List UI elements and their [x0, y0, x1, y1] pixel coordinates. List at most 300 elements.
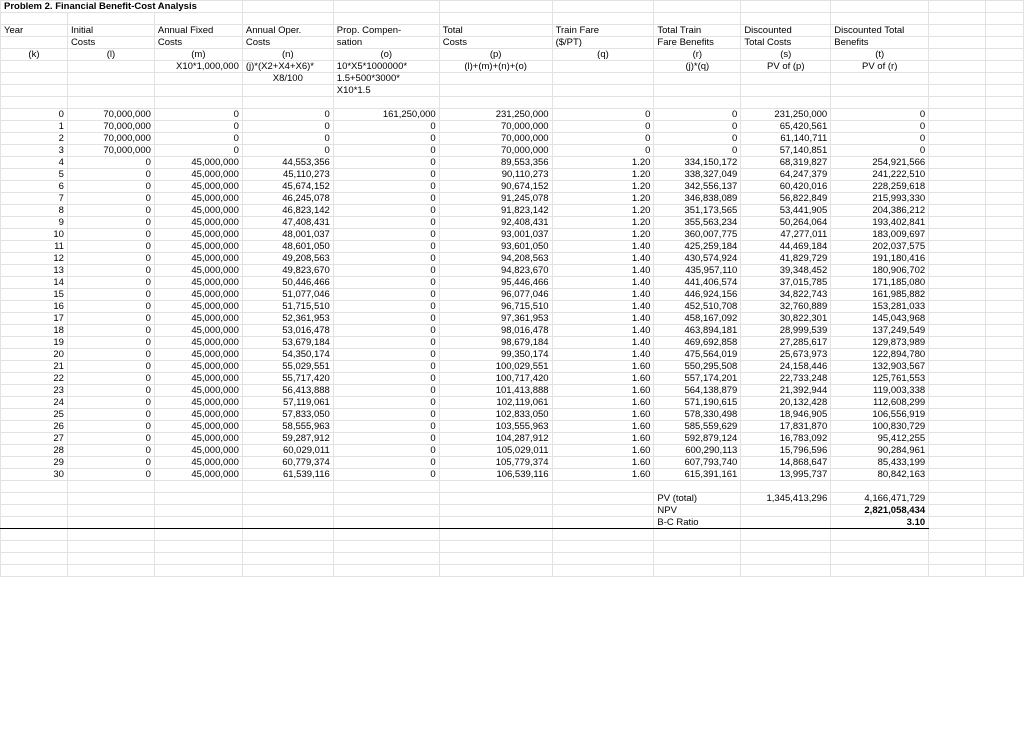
cell-k[interactable]: 25 — [1, 409, 68, 421]
cell-l[interactable]: 0 — [67, 289, 154, 301]
cell-s[interactable]: 60,420,016 — [741, 181, 831, 193]
cell-k[interactable]: 4 — [1, 157, 68, 169]
cell-q[interactable]: 1.60 — [552, 421, 654, 433]
cell-o[interactable]: 0 — [333, 469, 439, 481]
cell-l[interactable]: 70,000,000 — [67, 109, 154, 121]
empty-cell[interactable] — [986, 265, 1024, 277]
letter-l[interactable]: (l) — [67, 49, 154, 61]
cell-n[interactable]: 46,245,078 — [242, 193, 333, 205]
cell-q[interactable]: 1.40 — [552, 277, 654, 289]
cell-p[interactable]: 103,555,963 — [439, 421, 552, 433]
formula-t[interactable]: PV of (r) — [831, 61, 929, 73]
letter-p[interactable]: (p) — [439, 49, 552, 61]
header-tfb-sub[interactable]: Fare Benefits — [654, 37, 741, 49]
cell-o[interactable]: 0 — [333, 229, 439, 241]
cell-r[interactable]: 592,879,124 — [654, 433, 741, 445]
cell-o[interactable]: 0 — [333, 361, 439, 373]
cell-p[interactable]: 91,245,078 — [439, 193, 552, 205]
cell-r[interactable]: 452,510,708 — [654, 301, 741, 313]
cell-o[interactable]: 0 — [333, 457, 439, 469]
cell-s[interactable]: 44,469,184 — [741, 241, 831, 253]
cell-l[interactable]: 0 — [67, 193, 154, 205]
cell-p[interactable]: 99,350,174 — [439, 349, 552, 361]
letter-m[interactable]: (m) — [154, 49, 242, 61]
cell-s[interactable]: 22,733,248 — [741, 373, 831, 385]
empty-cell[interactable] — [986, 469, 1024, 481]
cell-o[interactable]: 0 — [333, 217, 439, 229]
empty-cell[interactable] — [929, 373, 986, 385]
cell-l[interactable]: 0 — [67, 457, 154, 469]
cell-q[interactable]: 1.60 — [552, 433, 654, 445]
header-fare-sub[interactable]: ($/PT) — [552, 37, 654, 49]
cell-l[interactable]: 70,000,000 — [67, 145, 154, 157]
cell-m[interactable]: 45,000,000 — [154, 349, 242, 361]
cell-n[interactable]: 60,029,011 — [242, 445, 333, 457]
cell-m[interactable]: 45,000,000 — [154, 169, 242, 181]
cell-t[interactable]: 80,842,163 — [831, 469, 929, 481]
cell-r[interactable]: 585,559,629 — [654, 421, 741, 433]
cell-n[interactable]: 46,823,142 — [242, 205, 333, 217]
cell-n[interactable]: 54,350,174 — [242, 349, 333, 361]
cell-q[interactable]: 1.20 — [552, 157, 654, 169]
cell-n[interactable]: 53,679,184 — [242, 337, 333, 349]
cell-l[interactable]: 70,000,000 — [67, 121, 154, 133]
cell-s[interactable]: 61,140,711 — [741, 133, 831, 145]
cell-l[interactable]: 0 — [67, 325, 154, 337]
cell-q[interactable]: 1.40 — [552, 253, 654, 265]
letter-k[interactable]: (k) — [1, 49, 68, 61]
cell-k[interactable]: 3 — [1, 145, 68, 157]
cell-k[interactable]: 11 — [1, 241, 68, 253]
empty-cell[interactable] — [929, 421, 986, 433]
cell-o[interactable]: 0 — [333, 397, 439, 409]
cell-q[interactable]: 1.20 — [552, 181, 654, 193]
cell-o[interactable]: 0 — [333, 349, 439, 361]
cell-n[interactable]: 52,361,953 — [242, 313, 333, 325]
header-dtc-sub[interactable]: Total Costs — [741, 37, 831, 49]
empty-cell[interactable] — [986, 421, 1024, 433]
cell-m[interactable]: 45,000,000 — [154, 205, 242, 217]
cell-s[interactable]: 41,829,729 — [741, 253, 831, 265]
cell-r[interactable]: 351,173,565 — [654, 205, 741, 217]
cell-k[interactable]: 21 — [1, 361, 68, 373]
cell-o[interactable]: 0 — [333, 445, 439, 457]
cell-o[interactable]: 0 — [333, 133, 439, 145]
empty-cell[interactable] — [986, 229, 1024, 241]
cell-s[interactable]: 65,420,561 — [741, 121, 831, 133]
cell-t[interactable]: 193,402,841 — [831, 217, 929, 229]
cell-o[interactable]: 0 — [333, 337, 439, 349]
cell-t[interactable]: 183,009,697 — [831, 229, 929, 241]
cell-o[interactable]: 0 — [333, 253, 439, 265]
cell-p[interactable]: 104,287,912 — [439, 433, 552, 445]
cell-o[interactable]: 0 — [333, 157, 439, 169]
cell-l[interactable]: 0 — [67, 337, 154, 349]
cell-t[interactable]: 215,993,330 — [831, 193, 929, 205]
cell-q[interactable]: 1.60 — [552, 445, 654, 457]
empty-cell[interactable] — [986, 193, 1024, 205]
empty-cell[interactable] — [929, 385, 986, 397]
cell-t[interactable]: 132,903,567 — [831, 361, 929, 373]
npv-label[interactable]: NPV — [654, 505, 741, 517]
cell-m[interactable]: 45,000,000 — [154, 313, 242, 325]
cell-n[interactable]: 45,110,273 — [242, 169, 333, 181]
empty-cell[interactable] — [986, 217, 1024, 229]
cell-q[interactable]: 1.40 — [552, 337, 654, 349]
cell-n[interactable]: 49,208,563 — [242, 253, 333, 265]
header-total-sub[interactable]: Costs — [439, 37, 552, 49]
cell-o[interactable]: 0 — [333, 193, 439, 205]
cell-r[interactable]: 360,007,775 — [654, 229, 741, 241]
cell-s[interactable]: 24,158,446 — [741, 361, 831, 373]
cell-l[interactable]: 0 — [67, 277, 154, 289]
header-comp[interactable]: Prop. Compen- — [333, 25, 439, 37]
cell-m[interactable]: 45,000,000 — [154, 301, 242, 313]
cell-r[interactable]: 0 — [654, 121, 741, 133]
header-oper[interactable]: Annual Oper. — [242, 25, 333, 37]
cell-q[interactable]: 0 — [552, 121, 654, 133]
cell-o[interactable]: 0 — [333, 289, 439, 301]
cell-m[interactable]: 45,000,000 — [154, 181, 242, 193]
empty-cell[interactable] — [986, 457, 1024, 469]
cell-s[interactable]: 17,831,870 — [741, 421, 831, 433]
cell-p[interactable]: 93,601,050 — [439, 241, 552, 253]
cell-r[interactable]: 435,957,110 — [654, 265, 741, 277]
cell-p[interactable]: 96,715,510 — [439, 301, 552, 313]
header-comp-sub[interactable]: sation — [333, 37, 439, 49]
cell-l[interactable]: 0 — [67, 385, 154, 397]
cell-l[interactable]: 0 — [67, 253, 154, 265]
cell-t[interactable]: 129,873,989 — [831, 337, 929, 349]
cell-r[interactable]: 0 — [654, 145, 741, 157]
cell-l[interactable]: 0 — [67, 433, 154, 445]
cell-k[interactable]: 26 — [1, 421, 68, 433]
cell-t[interactable]: 90,284,961 — [831, 445, 929, 457]
cell-p[interactable]: 89,553,356 — [439, 157, 552, 169]
cell-p[interactable]: 231,250,000 — [439, 109, 552, 121]
empty-cell[interactable] — [986, 205, 1024, 217]
cell-l[interactable]: 0 — [67, 229, 154, 241]
cell-s[interactable]: 53,441,905 — [741, 205, 831, 217]
cell-q[interactable]: 1.20 — [552, 217, 654, 229]
cell-m[interactable]: 45,000,000 — [154, 373, 242, 385]
empty-cell[interactable] — [986, 289, 1024, 301]
empty-cell[interactable] — [929, 217, 986, 229]
empty-cell[interactable] — [986, 445, 1024, 457]
cell-p[interactable]: 106,539,116 — [439, 469, 552, 481]
cell-t[interactable]: 145,043,968 — [831, 313, 929, 325]
cell-r[interactable]: 0 — [654, 133, 741, 145]
cell-n[interactable]: 48,601,050 — [242, 241, 333, 253]
cell-l[interactable]: 0 — [67, 301, 154, 313]
cell-q[interactable]: 1.20 — [552, 169, 654, 181]
cell-m[interactable]: 45,000,000 — [154, 421, 242, 433]
cell-n[interactable]: 56,413,888 — [242, 385, 333, 397]
cell-q[interactable]: 1.60 — [552, 385, 654, 397]
npv-value[interactable]: 2,821,058,434 — [831, 505, 929, 517]
header-fare[interactable]: Train Fare — [552, 25, 654, 37]
cell-q[interactable]: 0 — [552, 133, 654, 145]
empty-cell[interactable] — [986, 169, 1024, 181]
cell-s[interactable]: 13,995,737 — [741, 469, 831, 481]
cell-p[interactable]: 70,000,000 — [439, 133, 552, 145]
cell-o[interactable]: 0 — [333, 325, 439, 337]
formula-n-line1[interactable]: (j)*(X2+X4+X6)* — [242, 61, 333, 73]
cell-p[interactable]: 105,029,011 — [439, 445, 552, 457]
empty-cell[interactable] — [929, 433, 986, 445]
cell-m[interactable]: 45,000,000 — [154, 469, 242, 481]
empty-cell[interactable] — [929, 145, 986, 157]
cell-p[interactable]: 91,823,142 — [439, 205, 552, 217]
cell-o[interactable]: 0 — [333, 181, 439, 193]
cell-r[interactable]: 607,793,740 — [654, 457, 741, 469]
cell-p[interactable]: 97,361,953 — [439, 313, 552, 325]
bc-ratio-value[interactable]: 3.10 — [831, 517, 929, 529]
cell-n[interactable]: 47,408,431 — [242, 217, 333, 229]
cell-n[interactable]: 48,001,037 — [242, 229, 333, 241]
empty-cell[interactable] — [986, 301, 1024, 313]
cell-m[interactable]: 45,000,000 — [154, 193, 242, 205]
cell-o[interactable]: 0 — [333, 409, 439, 421]
cell-t[interactable]: 153,281,033 — [831, 301, 929, 313]
cell-r[interactable]: 550,295,508 — [654, 361, 741, 373]
cell-o[interactable]: 0 — [333, 421, 439, 433]
cell-t[interactable]: 161,985,882 — [831, 289, 929, 301]
empty-cell[interactable] — [929, 445, 986, 457]
cell-q[interactable]: 0 — [552, 145, 654, 157]
cell-q[interactable]: 1.40 — [552, 313, 654, 325]
cell-m[interactable]: 45,000,000 — [154, 361, 242, 373]
cell-q[interactable]: 1.40 — [552, 301, 654, 313]
empty-cell[interactable] — [986, 121, 1024, 133]
cell-t[interactable]: 202,037,575 — [831, 241, 929, 253]
header-fixed-sub[interactable]: Costs — [154, 37, 242, 49]
cell-t[interactable]: 241,222,510 — [831, 169, 929, 181]
cell-q[interactable]: 1.40 — [552, 325, 654, 337]
cell-q[interactable]: 1.60 — [552, 457, 654, 469]
empty-cell[interactable] — [986, 349, 1024, 361]
letter-q[interactable]: (q) — [552, 49, 654, 61]
cell-t[interactable]: 254,921,566 — [831, 157, 929, 169]
pv-total-costs[interactable]: 1,345,413,296 — [741, 493, 831, 505]
cell-k[interactable]: 20 — [1, 349, 68, 361]
cell-r[interactable]: 571,190,615 — [654, 397, 741, 409]
cell-n[interactable]: 51,715,510 — [242, 301, 333, 313]
letter-o[interactable]: (o) — [333, 49, 439, 61]
cell-t[interactable]: 106,556,919 — [831, 409, 929, 421]
cell-r[interactable]: 0 — [654, 109, 741, 121]
cell-t[interactable]: 122,894,780 — [831, 349, 929, 361]
empty-cell[interactable] — [986, 433, 1024, 445]
cell-s[interactable]: 57,140,851 — [741, 145, 831, 157]
cell-n[interactable]: 55,029,551 — [242, 361, 333, 373]
cell-k[interactable]: 18 — [1, 325, 68, 337]
empty-cell[interactable] — [929, 325, 986, 337]
cell-r[interactable]: 430,574,924 — [654, 253, 741, 265]
cell-o[interactable]: 0 — [333, 433, 439, 445]
cell-r[interactable]: 425,259,184 — [654, 241, 741, 253]
cell-t[interactable]: 0 — [831, 133, 929, 145]
cell-m[interactable]: 45,000,000 — [154, 265, 242, 277]
cell-l[interactable]: 0 — [67, 169, 154, 181]
empty-cell[interactable] — [986, 397, 1024, 409]
cell-p[interactable]: 94,208,563 — [439, 253, 552, 265]
cell-k[interactable]: 28 — [1, 445, 68, 457]
cell-m[interactable]: 0 — [154, 145, 242, 157]
cell-m[interactable]: 45,000,000 — [154, 337, 242, 349]
letter-s[interactable]: (s) — [741, 49, 831, 61]
cell-k[interactable]: 16 — [1, 301, 68, 313]
header-oper-sub[interactable]: Costs — [242, 37, 333, 49]
cell-q[interactable]: 1.40 — [552, 265, 654, 277]
cell-k[interactable]: 10 — [1, 229, 68, 241]
cell-q[interactable]: 1.60 — [552, 373, 654, 385]
cell-t[interactable]: 85,433,199 — [831, 457, 929, 469]
cell-s[interactable]: 15,796,596 — [741, 445, 831, 457]
bc-ratio-label[interactable]: B-C Ratio — [654, 517, 741, 529]
cell-k[interactable]: 1 — [1, 121, 68, 133]
formula-r[interactable]: (j)*(q) — [654, 61, 741, 73]
cell-n[interactable]: 60,779,374 — [242, 457, 333, 469]
cell-l[interactable]: 0 — [67, 421, 154, 433]
cell-p[interactable]: 70,000,000 — [439, 145, 552, 157]
cell-n[interactable]: 59,287,912 — [242, 433, 333, 445]
formula-o-line1[interactable]: 10*X5*1000000* — [333, 61, 439, 73]
empty-cell[interactable] — [986, 373, 1024, 385]
cell-n[interactable]: 0 — [242, 133, 333, 145]
cell-l[interactable]: 0 — [67, 349, 154, 361]
cell-k[interactable]: 14 — [1, 277, 68, 289]
cell-t[interactable]: 125,761,553 — [831, 373, 929, 385]
empty-cell[interactable] — [929, 397, 986, 409]
cell-q[interactable]: 1.60 — [552, 469, 654, 481]
cell-s[interactable]: 56,822,849 — [741, 193, 831, 205]
cell-k[interactable]: 19 — [1, 337, 68, 349]
cell-t[interactable]: 112,608,299 — [831, 397, 929, 409]
cell-l[interactable]: 0 — [67, 409, 154, 421]
cell-k[interactable]: 15 — [1, 289, 68, 301]
cell-n[interactable]: 44,553,356 — [242, 157, 333, 169]
header-year[interactable]: Year — [1, 25, 68, 37]
cell-n[interactable]: 57,833,050 — [242, 409, 333, 421]
cell-s[interactable]: 20,132,428 — [741, 397, 831, 409]
cell-p[interactable]: 93,001,037 — [439, 229, 552, 241]
cell-m[interactable]: 45,000,000 — [154, 457, 242, 469]
cell-r[interactable]: 564,138,879 — [654, 385, 741, 397]
cell-k[interactable]: 29 — [1, 457, 68, 469]
cell-l[interactable]: 0 — [67, 445, 154, 457]
cell-k[interactable]: 30 — [1, 469, 68, 481]
cell-q[interactable]: 1.60 — [552, 409, 654, 421]
cell-t[interactable]: 0 — [831, 109, 929, 121]
empty-cell[interactable] — [986, 337, 1024, 349]
cell-p[interactable]: 100,029,551 — [439, 361, 552, 373]
cell-n[interactable]: 61,539,116 — [242, 469, 333, 481]
cell-n[interactable]: 58,555,963 — [242, 421, 333, 433]
cell-t[interactable]: 95,412,255 — [831, 433, 929, 445]
letter-r[interactable]: (r) — [654, 49, 741, 61]
empty-cell[interactable] — [929, 169, 986, 181]
cell-q[interactable]: 1.40 — [552, 241, 654, 253]
cell-m[interactable]: 45,000,000 — [154, 229, 242, 241]
cell-r[interactable]: 338,327,049 — [654, 169, 741, 181]
cell-l[interactable]: 0 — [67, 265, 154, 277]
cell-k[interactable]: 22 — [1, 373, 68, 385]
cell-k[interactable]: 23 — [1, 385, 68, 397]
cell-p[interactable]: 90,110,273 — [439, 169, 552, 181]
cell-n[interactable]: 0 — [242, 145, 333, 157]
header-dtb-sub[interactable]: Benefits — [831, 37, 929, 49]
empty-cell[interactable] — [986, 241, 1024, 253]
cell-m[interactable]: 45,000,000 — [154, 385, 242, 397]
cell-p[interactable]: 98,016,478 — [439, 325, 552, 337]
cell-n[interactable]: 53,016,478 — [242, 325, 333, 337]
empty-cell[interactable] — [986, 325, 1024, 337]
cell-p[interactable]: 90,674,152 — [439, 181, 552, 193]
empty-cell[interactable] — [929, 157, 986, 169]
empty-cell[interactable] — [929, 277, 986, 289]
cell-k[interactable]: 5 — [1, 169, 68, 181]
cell-n[interactable]: 49,823,670 — [242, 265, 333, 277]
cell-l[interactable]: 0 — [67, 241, 154, 253]
cell-r[interactable]: 600,290,113 — [654, 445, 741, 457]
cell-k[interactable]: 12 — [1, 253, 68, 265]
empty-cell[interactable] — [986, 109, 1024, 121]
cell-q[interactable]: 0 — [552, 109, 654, 121]
cell-m[interactable]: 45,000,000 — [154, 409, 242, 421]
cell-l[interactable]: 0 — [67, 313, 154, 325]
formula-o-line2[interactable]: 1.5+500*3000* — [333, 73, 439, 85]
empty-cell[interactable] — [986, 361, 1024, 373]
cell-r[interactable]: 475,564,019 — [654, 349, 741, 361]
formula-n-line2[interactable]: X8/100 — [242, 73, 333, 85]
empty-cell[interactable] — [986, 145, 1024, 157]
empty-cell[interactable] — [929, 265, 986, 277]
header-total[interactable]: Total — [439, 25, 552, 37]
cell-o[interactable]: 0 — [333, 145, 439, 157]
cell-p[interactable]: 102,833,050 — [439, 409, 552, 421]
cell-t[interactable]: 171,185,080 — [831, 277, 929, 289]
cell-l[interactable]: 0 — [67, 157, 154, 169]
cell-r[interactable]: 334,150,172 — [654, 157, 741, 169]
cell-t[interactable]: 0 — [831, 121, 929, 133]
cell-o[interactable]: 0 — [333, 385, 439, 397]
letter-t[interactable]: (t) — [831, 49, 929, 61]
empty-cell[interactable] — [929, 337, 986, 349]
cell-p[interactable]: 102,119,061 — [439, 397, 552, 409]
cell-t[interactable]: 119,003,338 — [831, 385, 929, 397]
cell-n[interactable]: 50,446,466 — [242, 277, 333, 289]
cell-o[interactable]: 0 — [333, 277, 439, 289]
cell-k[interactable]: 13 — [1, 265, 68, 277]
cell-p[interactable]: 94,823,670 — [439, 265, 552, 277]
cell-m[interactable]: 45,000,000 — [154, 277, 242, 289]
empty-cell[interactable] — [929, 205, 986, 217]
cell-s[interactable]: 16,783,092 — [741, 433, 831, 445]
empty-cell[interactable] — [929, 361, 986, 373]
cell-s[interactable]: 21,392,944 — [741, 385, 831, 397]
cell-s[interactable]: 47,277,011 — [741, 229, 831, 241]
cell-s[interactable]: 28,999,539 — [741, 325, 831, 337]
cell-r[interactable]: 463,894,181 — [654, 325, 741, 337]
cell-k[interactable]: 6 — [1, 181, 68, 193]
cell-n[interactable]: 0 — [242, 109, 333, 121]
cell-t[interactable]: 228,259,618 — [831, 181, 929, 193]
empty-cell[interactable] — [929, 469, 986, 481]
cell-r[interactable]: 441,406,574 — [654, 277, 741, 289]
empty-cell[interactable] — [929, 193, 986, 205]
header-initial-sub[interactable]: Costs — [67, 37, 154, 49]
